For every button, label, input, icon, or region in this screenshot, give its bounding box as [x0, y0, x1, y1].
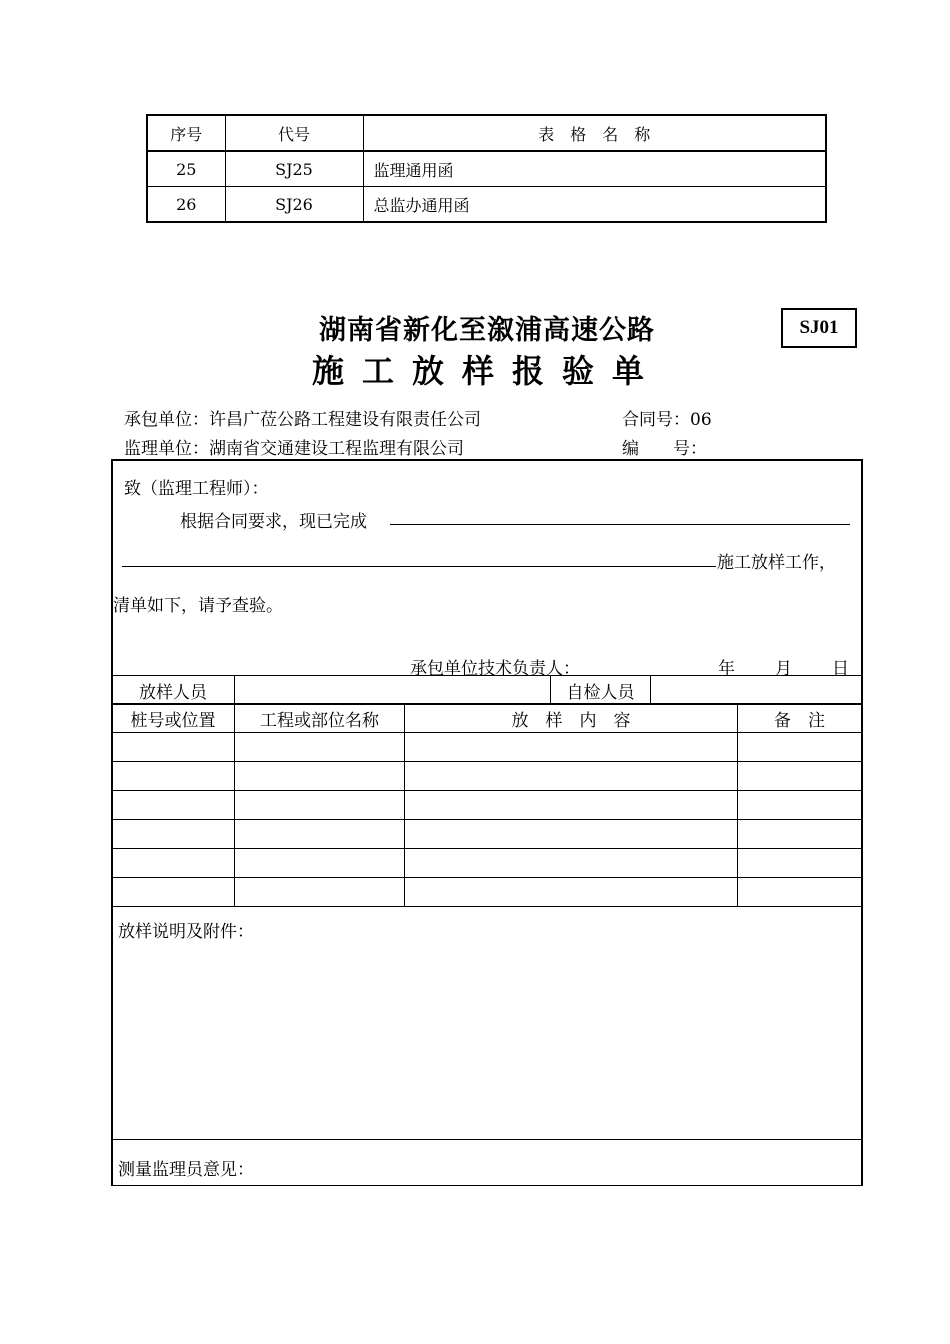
column-header: 放 样 内 容: [405, 704, 738, 733]
table-cell: SJ25: [225, 151, 363, 187]
table-cell[interactable]: [405, 878, 738, 907]
table-cell: 总监办通用函: [363, 187, 826, 223]
staff-field[interactable]: [235, 676, 551, 705]
table-cell[interactable]: [235, 762, 405, 791]
table-cell[interactable]: [235, 849, 405, 878]
column-header: 代号: [225, 115, 363, 151]
table-cell[interactable]: [738, 820, 862, 849]
table-cell[interactable]: [738, 878, 862, 907]
column-header: 表 格 名 称: [363, 115, 826, 151]
table-cell[interactable]: [738, 791, 862, 820]
table-cell[interactable]: [112, 733, 235, 762]
table-cell[interactable]: [112, 878, 235, 907]
contract-number: 合同号：06: [622, 410, 712, 430]
table-header-row: [147, 115, 826, 151]
request-text: 清单如下，请予查验。: [113, 596, 283, 616]
column-header: 序号: [147, 115, 225, 151]
signature-label: 承包单位技术负责人：: [410, 659, 580, 679]
selfcheck-label: 自检人员: [551, 676, 651, 705]
table-row: [112, 676, 862, 705]
table-cell[interactable]: [235, 878, 405, 907]
addressee: 致（监理工程师）：: [124, 479, 269, 499]
layout-table: [111, 703, 862, 907]
work-text: 施工放样工作，: [717, 553, 836, 573]
table-cell[interactable]: [405, 733, 738, 762]
opinion-label: 测量监理员意见：: [118, 1160, 254, 1180]
table-cell[interactable]: [738, 733, 862, 762]
contractor-label: 承包单位：许昌广莅公路工程建设有限责任公司: [124, 410, 481, 430]
table-row: [147, 187, 826, 223]
table-header-row: [112, 704, 862, 733]
table-cell[interactable]: [235, 820, 405, 849]
table-cell[interactable]: [235, 791, 405, 820]
table-cell: 25: [147, 151, 225, 187]
date-day: 日: [832, 659, 849, 679]
table-cell[interactable]: [112, 791, 235, 820]
table-row: [112, 849, 862, 878]
table-cell[interactable]: [112, 849, 235, 878]
date-year: 年: [718, 659, 735, 679]
table-row: [112, 733, 862, 762]
fill-line: [390, 524, 850, 525]
column-header: 工程或部位名称: [235, 704, 405, 733]
table-row: [112, 762, 862, 791]
notes-label: 放样说明及附件：: [118, 922, 254, 942]
form-code-badge: SJ01: [781, 308, 857, 348]
table-cell: SJ26: [225, 187, 363, 223]
table-cell[interactable]: [235, 733, 405, 762]
form-subtitle: 施工放样报验单: [311, 352, 662, 390]
staff-label: 放样人员: [112, 676, 235, 705]
table-row: [112, 791, 862, 820]
table-cell: 26: [147, 187, 225, 223]
supervisor-label: 监理单位：湖南省交通建设工程监理有限公司: [124, 439, 464, 459]
selfcheck-field[interactable]: [651, 676, 862, 705]
table-cell[interactable]: [405, 791, 738, 820]
table-cell[interactable]: [738, 849, 862, 878]
table-row: [112, 878, 862, 907]
table-row: [147, 151, 826, 187]
serial-number: 编 号：: [622, 439, 707, 459]
table-cell[interactable]: [405, 849, 738, 878]
index-table: [146, 114, 827, 223]
column-header: 备 注: [738, 704, 862, 733]
section-divider: [111, 1139, 861, 1140]
fill-line: [122, 566, 716, 567]
table-cell: 监理通用函: [363, 151, 826, 187]
form-title: 湖南省新化至溆浦高速公路: [319, 315, 655, 346]
table-cell[interactable]: [405, 820, 738, 849]
table-row: [112, 820, 862, 849]
table-cell[interactable]: [738, 762, 862, 791]
table-cell[interactable]: [112, 820, 235, 849]
date-month: 月: [775, 659, 792, 679]
table-cell[interactable]: [112, 762, 235, 791]
staff-table: [111, 675, 862, 705]
completion-text: 根据合同要求，现已完成: [180, 512, 367, 532]
table-cell[interactable]: [405, 762, 738, 791]
column-header: 桩号或位置: [112, 704, 235, 733]
